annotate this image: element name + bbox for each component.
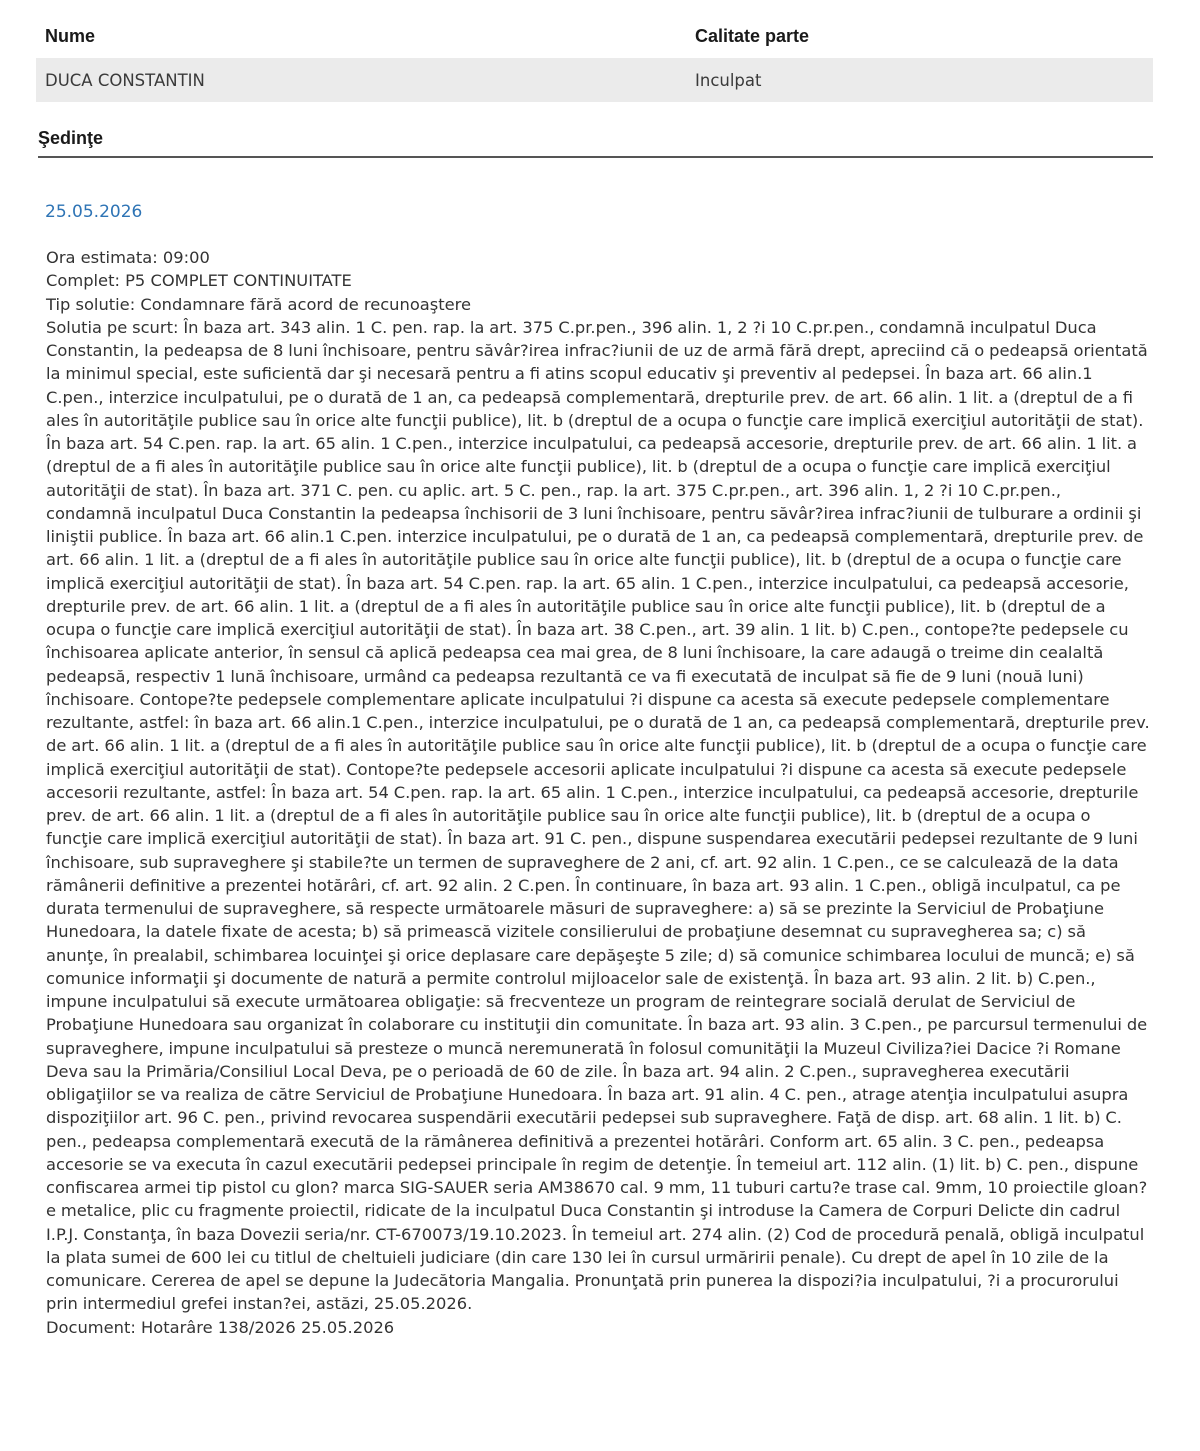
table-row — [36, 58, 1153, 102]
session-short-solution: Solutia pe scurt: În baza art. 343 alin. 1 C. pen. rap. la art. 375 C.pr.pen., 396 alin. 1, 2 ?i 10 C.pr.pen., condamnă inculpatul Duca Constantin, la pedeapsa de 8 luni închisoare, pentru săvâr?irea infrac?iunii de uz de armă fără drept, apreciind că o pedeapsă orientată la minimul special, este suficientă dar şi necesară pentru a fi atins scopul educativ şi preventiv al pedepsei. În baza art. 66 alin.1 C.pen., interzice inculpatului, pe o durată de 1 an, ca pedeapsă complementară, drepturile prev. de art. 66 alin. 1 lit. a (dreptul de a fi ales în autorităţile publice sau în orice alte funcţii publice), lit. b (dreptul de a ocupa o funcţie care implică exerciţiul autorităţii de stat). În baza art. 54 C.pen. rap. la art. 65 alin. 1 C.pen., interzice inculpatului, ca pedeapsă accesorie, drepturile prev. de art. 66 alin. 1 lit. a (dreptul de a fi ales în autorităţile publice sau în orice alte funcţii publice), lit. b (dreptul de a ocupa o funcţie care implică exerciţiul autorităţii de stat). În baza art. 371 C. pen. cu aplic. art. 5 C. pen., rap. la art. 375 C.pr.pen., art. 396 alin. 1, 2 ?i 10 C.pr.pen., condamnă inculpatul Duca Constantin la pedeapsa închisorii de 3 luni închisoare, pentru săvâr?irea infrac?iunii de tulburare a ordinii şi liniştii publice. În baza art. 66 alin.1 C.pen. interzice inculpatului, pe o durată de 1 an, ca pedeapsă complementară, drepturile prev. de art. 66 alin. 1 lit. a (dreptul de a fi ales în autorităţile publice sau în orice alte funcţii publice), lit. b (dreptul de a ocupa o funcţie care implică exerciţiul autorităţii de stat). În baza art. 54 C.pen. rap. la art. 65 alin. 1 C.pen., interzice inculpatului, ca pedeapsă accesorie, drepturile prev. de art. 66 alin. 1 lit. a (dreptul de a fi ales în autorităţile publice sau în orice alte funcţii publice), lit. b (dreptul de a ocupa o funcţie care implică exerciţiul autorităţii de stat). În baza art. 38 C.pen., art. 39 alin. 1 lit. b) C.pen., contope?te pedepsele cu închisoarea aplicate anterior, în sensul că aplică pedeapsa cea mai grea, de 8 luni închisoare, la care adaugă o treime din cealaltă pedeapsă, respectiv 1 lună închisoare, urmând ca pedeapsa rezultantă ce va fi executată de inculpat să fie de 9 luni (nouă luni) închisoare. Contope?te pedepsele complementare aplicate inculpatului ?i dispune ca acesta să execute pedepsele complementare rezultante, astfel: în baza art. 66 alin.1 C.pen., interzice inculpatului, pe o durată de 1 an, ca pedeapsă complementară, drepturile prev. de art. 66 alin. 1 lit. a (dreptul de a fi ales în autorităţile publice sau în orice alte funcţii publice), lit. b (dreptul de a ocupa o funcţie care implică exerciţiul autorităţii de stat). Contope?te pedepsele accesorii aplicate inculpatului ?i dispune ca acesta să execute pedepsele accesorii rezultante, astfel: În baza art. 54 C.pen. rap. la art. 65 alin. 1 C.pen., interzice inculpatului, ca pedeapsă accesorie, drepturile prev. de art. 66 alin. 1 lit. a (dreptul de a fi ales în autorităţile publice sau în orice alte funcţii publice), lit. b (dreptul de a ocupa o funcţie care implică exerciţiul autorităţii de stat). În baza art. 91 C. pen., dispune suspendarea executării pedepsei rezultante de 9 luni închisoare, sub supraveghere şi stabile?te un termen de supraveghere de 2 ani, cf. art. 92 alin. 1 C.pen., ce se calculează de la data rămânerii definitive a prezentei hotărâri, cf. art. 92 alin. 2 C.pen. În continuare, în baza art. 93 alin. 1 C.pen., obligă inculpatul, ca pe durata termenului de supraveghere, să respecte următoarele măsuri de supraveghere: a) să se prezinte la Serviciul de Probaţiune Hunedoara, la datele fixate de acesta; b) să primească vizitele consilierului de probaţiune desemnat cu supravegherea sa; c) să anunţe, în prealabil, schimbarea locuinţei şi orice deplasare care depăşeşte 5 zile; d) să comunice schimbarea locului de muncă; e) să comunice informaţii şi documente de natură a permite controlul mijloacelor sale de existenţă. În baza art. 93 alin. 2 lit. b) C.pen., impune inculpatului să execute următoarea obligaţie: să frecventeze un program de reintegrare socială derulat de Serviciul de Probaţiune Hunedoara sau organizat în colaborare cu instituţii din comunitate. În baza art. 93 alin. 3 C.pen., pe parcursul termenului de supraveghere, impune inculpatului să presteze o muncă neremunerată în folosul comunităţii la Muzeul Civiliza?iei Dacice ?i Romane Deva sau la Primăria/Consiliul Local Deva, pe o perioadă de 60 de zile. În baza art. 94 alin. 2 C.pen., supravegherea executării obligaţiilor se va realiza de către Serviciul de Probaţiune Hunedoara. În baza art. 91 alin. 4 C. pen., atrage atenţia inculpatului asupra dispoziţiilor art. 96 C. pen., privind revocarea suspendării executării pedepsei sub supraveghere. Faţă de disp. art. 68 alin. 1 lit. b) C. pen., pedeapsa complementară execută de la rămânerea definitivă a prezentei hotărâri. Conform art. 65 alin. 3 C. pen., pedeapsa accesorie se va executa în cazul executării pedepsei principale în regim de detenţie. În temeiul art. 112 alin. (1) lit. b) C. pen., dispune confiscarea armei tip pistol cu glon? marca SIG-SAUER seria AM38670 cal. 9 mm, 11 tuburi cartu?e trase cal. 9mm, 10 proiectile gloan?e metalice, plic cu fragmente proiectil, ridicate de la inculpatul Duca Constantin şi introduse la Camera de Corpuri Delicte din cadrul I.P.J. Constanţa, în baza Dovezii seria/nr. CT-670073/19.10.2023. În temeiul art. 274 alin. (2) Cod de procedură penală, obligă inculpatul la plata sumei de 600 lei cu titlul de cheltuieli judiciare (din care 130 lei în cursul urmăririi penale). Cu drept de apel în 10 zile de la comunicare. Cererea de apel se depune la Judecătoria Mangalia. Pronunţată prin punerea la dispozi?ia inculpatului, ?i a procurorului prin intermediul grefei instan?ei, astăzi, 25.05.2026. — [46, 317, 1150, 1314]
parties-table-header — [36, 14, 1153, 58]
session-panel: Complet: P5 COMPLET CONTINUITATE — [46, 271, 352, 291]
session-solution-type: Tip solutie: Condamnare fără acord de recunoaştere — [46, 294, 471, 314]
column-header-role: Calitate parte — [695, 25, 810, 46]
session-time: Ora estimata: 09:00 — [46, 248, 210, 267]
sessions-section-title: Şedinţe — [38, 128, 1153, 158]
session-document: Document: Hotarâre 138/2026 25.05.2026 — [46, 1317, 395, 1337]
party-role: Inculpat — [695, 70, 762, 90]
session-details — [46, 246, 1150, 1339]
party-name: DUCA CONSTANTIN — [45, 70, 205, 90]
column-header-name: Nume — [45, 25, 96, 46]
session-date: 25.05.2026 — [45, 202, 143, 222]
parties-table — [36, 14, 1153, 102]
